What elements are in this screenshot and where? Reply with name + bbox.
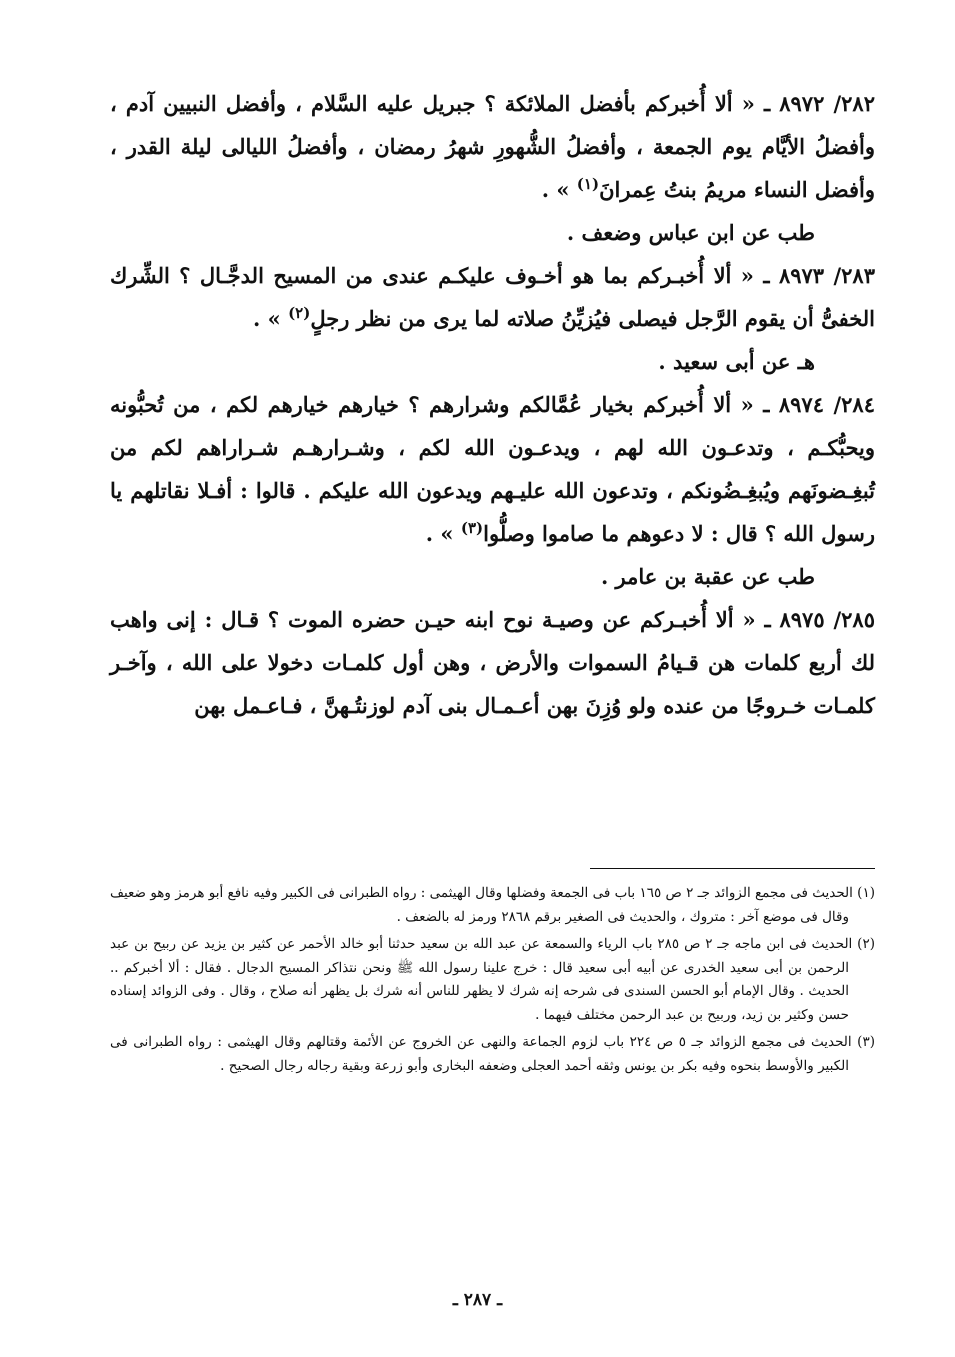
hadith-source: طب عن عقبة بن عامر .	[600, 564, 815, 589]
footnote-ref[interactable]: (١)	[576, 175, 600, 193]
hadith-close: » .	[425, 521, 461, 546]
hadith-entry	[110, 598, 875, 727]
footnote: (٢) الحديث فى ابن ماجه جـ ٢ ص ٢٨٥ باب الرياء والسمعة عن عبد الله بن سعيد حدثنا أبو خالد الأحمر عن كثير بن يزيد عن ربيح بن عبد الرحمن بن أبى سعيد الخدرى عن أبيه أبى سعيد قال : خرج علينا رسول الله ﷺ ونحن نتذاكر المسيح الدجال . فقال : ألا أخبركم .. الحديث . وقال الإمام أبو الحسن السندى فى شرحه إنه شرك لا يظهر للناس أنه شرك بل يظهر أنه صلاح ، وقال . وفى الزوائد إسناده حسن وكثير بن زيد، وربيح بن عبد الرحمن مختلف فيهما .	[110, 936, 876, 1023]
hadith-close: » .	[253, 306, 289, 331]
footnote: (١) الحديث فى مجمع الزوائد جـ ٢ ص ١٦٥ باب فى الجمعة وفضلها وقال الهيثمى : رواه الطبرانى فى الكبير وفيه نافع أبو هرمز وهو ضعيف وقال فى موضع آخر : متروك ، والحديث فى الصغير برقم ٢٨٦٨ ورمز له بالضعف .	[110, 885, 875, 925]
hadith-text: ٢٨٥/ ٨٩٧٥ ـ « ألا أُخبـركم عن وصيـة نوح ابنه حيـن حضره الموت ؟ قـال : إنى واهب لك أربع كلمات هن قـيامُ السموات والأرض ، وهن أول كلمـات دخولا على الله ، وآخـر كلمـات خـروجًا من عنده ولو وُزِنَ بهن أعـمـال بنى آدم لوزنتُـهنَّ ، فـاعـمل بهن	[110, 607, 875, 718]
hadith-text: ٢٨٤/ ٨٩٧٤ ـ « ألا أُخبركم بخيار عُمَّالكم وشرارهم ؟ خيارهم خيارهم لكم ، من تُحبُّونه ويحبُّكـم ، وتدعـون الله لهم ، ويدعـون الله لكم ، وشـرارهـم شـراراهم لكم من تُبغِـضونَهم ويُبغِـضُونكم ، وتدعون الله عليـهم ويدعون الله عليكم . قالوا : أفـلا نقاتلهم يا رسول الله ؟ قال : لا دعوهم ما صاموا وصلُّوا	[110, 392, 875, 546]
main-text	[110, 82, 875, 727]
footnote: (٣) الحديث فى مجمع الزوائد جـ ٥ ص ٢٢٤ باب لزوم الجماعة والنهى عن الخروج عن الأئمة وقتالهم وقال الهيثمى : رواه الطبرانى فى الكبير والأوسط بنحوه وفيه بكر بن يونس وثقه أحمد العجلى وضعفه البخارى وأبو زرعة وبقية رجاله رجال الصحيح .	[110, 1034, 875, 1074]
hadith-text: ٢٨٢/ ٨٩٧٢ ـ « ألا أُخبركم بأفضل الملائكة ؟ جبريل عليه السَّلام ، وأفضل النبيين آدم ، وأفضلُ الأيَّام يوم الجمعة ، وأفضلُ الشُّهورِ شهرُ رمضان ، وأفضلُ الليالى ليلة القدر ، وأفضل النساء مريمُ بنتُ عِمرانَ	[110, 91, 875, 202]
hadith-entry	[110, 383, 875, 555]
page-number: ـ ٢٨٧ ـ	[452, 1290, 503, 1310]
hadith-source: طب عن ابن عباس وضعف .	[566, 220, 815, 245]
hadith-text: ٢٨٣/ ٨٩٧٣ ـ « ألا أُخبـركم بما هو أخـوف عليكـم عندى من المسيح الدجَّـال ؟ الشِّرك الخفىُّ أن يقوم الرَّجل فيصلى فيُزيِّنُ صلاته لما يرى من نظر رجلٍ	[110, 263, 875, 331]
hadith-entry	[110, 254, 875, 340]
hadith-source: هـ عن أبى سعيد .	[658, 349, 815, 374]
hadith-entry	[110, 82, 875, 211]
hadith-close: » .	[541, 177, 577, 202]
footnote-ref[interactable]: (٢)	[288, 304, 311, 322]
footnote-separator	[590, 868, 875, 869]
footnotes	[110, 882, 875, 1082]
footnote-ref[interactable]: (٣)	[460, 519, 484, 537]
